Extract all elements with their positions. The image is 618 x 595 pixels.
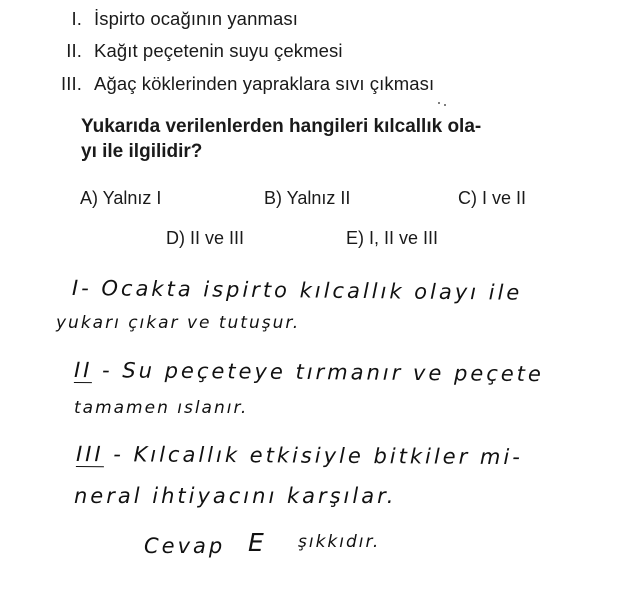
question-line-1: Yukarıda verilenlerden hangileri kılcallık ola- xyxy=(81,116,482,137)
handwritten-line-5 xyxy=(76,442,523,469)
roman-numeral-ii: II xyxy=(73,358,93,383)
statement-2-text: Kağıt peçetenin suyu çekmesi xyxy=(94,40,343,61)
pencil-mark xyxy=(444,104,446,106)
statement-1-text: İspirto ocağının yanması xyxy=(94,8,298,29)
statement-2-number: II. xyxy=(66,40,82,61)
statement-1-number: I. xyxy=(71,8,82,29)
option-b[interactable]: B) Yalnız II xyxy=(264,188,351,208)
handwritten-line-1: I- Ocakta ispirto kılcallık olayı ile xyxy=(71,276,523,305)
pencil-mark xyxy=(438,102,440,104)
option-c[interactable]: C) I ve II xyxy=(458,188,527,208)
handwritten-line-3 xyxy=(74,358,544,386)
statement-3-number: III. xyxy=(61,73,82,94)
statement-1 xyxy=(46,8,298,30)
option-a[interactable]: A) Yalnız I xyxy=(80,188,162,208)
handwritten-line-2: yukarı çıkar ve tutuşur. xyxy=(56,313,301,333)
handwritten-answer-letter: E xyxy=(248,528,267,557)
handwritten-answer-suffix: şıkkıdır. xyxy=(298,532,381,552)
handwritten-line-3-text: - Su peçeteye tırmanır ve peçete xyxy=(92,358,544,387)
handwritten-line-4: tamamen ıslanır. xyxy=(74,398,249,418)
option-e[interactable]: E) I, II ve III xyxy=(346,228,439,248)
handwritten-line-5-text: - Kılcallık etkisiyle bitkiler mi- xyxy=(103,442,523,470)
statement-2 xyxy=(46,40,343,62)
question-line-2: yı ile ilgilidir? xyxy=(81,141,203,162)
statement-3 xyxy=(46,73,434,95)
option-d[interactable]: D) II ve III xyxy=(166,228,245,248)
handwritten-answer-word: Cevap xyxy=(144,534,226,558)
handwritten-line-6: neral ihtiyacını karşılar. xyxy=(74,484,397,508)
statement-3-text: Ağaç köklerinden yapraklara sıvı çıkması xyxy=(94,73,435,94)
roman-numeral-iii: III xyxy=(75,442,104,467)
